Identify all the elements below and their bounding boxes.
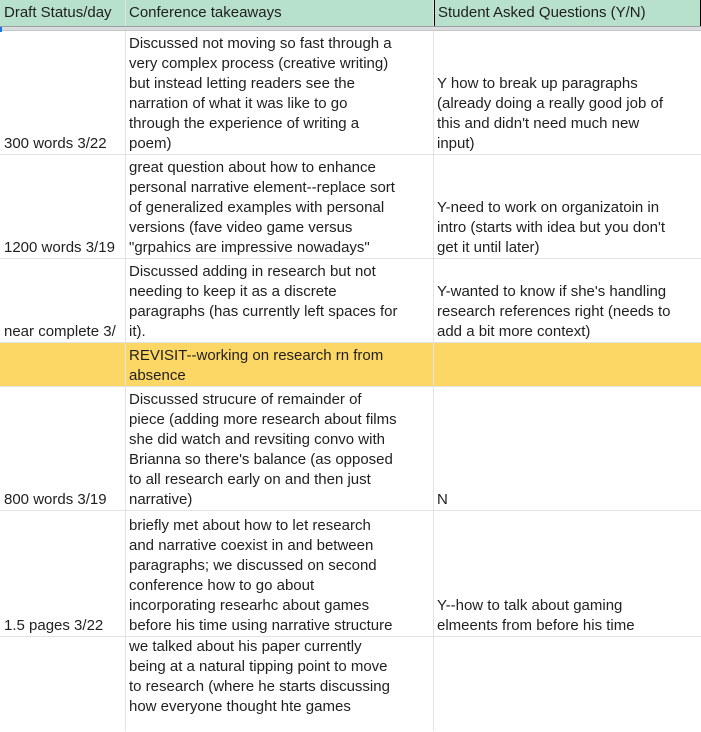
- status-cell[interactable]: 1.5 pages 3/22: [0, 511, 126, 636]
- table-row: [0, 155, 701, 259]
- questions-cell[interactable]: [434, 343, 701, 386]
- questions-cell[interactable]: Y-wanted to know if she's handling research references right (needs to add a bit more context): [437, 283, 671, 340]
- status-cell[interactable]: 300 words 3/22: [0, 31, 126, 154]
- header-row: [0, 0, 701, 27]
- questions-cell[interactable]: Y-need to work on organizatoin in intro (starts with idea but you don't get it until later): [437, 199, 665, 256]
- header-student-questions[interactable]: Student Asked Questions (Y/N): [434, 0, 701, 26]
- questions-cell[interactable]: [434, 637, 701, 731]
- table-row: [0, 31, 701, 155]
- takeaways-cell[interactable]: briefly met about how to let research and narrative coexist in and between paragraphs; we discussed on second conference how to go about incorporating researhc about games before his time using narrative structure: [126, 511, 434, 636]
- selection-marker: [0, 27, 2, 32]
- questions-cell[interactable]: Y--how to talk about gaming elmeents from before his time: [437, 597, 635, 634]
- questions-cell[interactable]: Y how to break up paragraphs (already doing a really good job of this and didn't need much new input): [437, 75, 663, 152]
- takeaways-cell[interactable]: Discussed not moving so fast through a very complex process (creative writing) but instead letting readers see the narration of what it was like to go through the experience of writing a poem): [126, 31, 434, 154]
- questions-cell[interactable]: N: [437, 491, 448, 508]
- takeaways-cell[interactable]: REVISIT--working on research rn from absence: [126, 343, 434, 386]
- table-row: [0, 637, 701, 731]
- status-cell[interactable]: 800 words 3/19: [0, 387, 126, 510]
- status-cell[interactable]: [0, 637, 126, 731]
- takeaways-cell[interactable]: Discussed strucure of remainder of piece (adding more research about films she did watch and revsiting convo with Brianna so there's balance (as opposed to all research early on and then just narrative): [126, 387, 434, 510]
- header-draft-status[interactable]: Draft Status/day: [0, 0, 126, 26]
- takeaways-cell[interactable]: Discussed adding in research but not needing to keep it as a discrete paragraphs (has currently left spaces for it).: [126, 259, 434, 342]
- status-cell[interactable]: 1200 words 3/19: [0, 155, 126, 258]
- status-cell[interactable]: near complete 3/: [0, 259, 126, 342]
- table-row: [0, 387, 701, 511]
- takeaways-cell[interactable]: we talked about his paper currently being at a natural tipping point to move to research (where he starts discussing how everyone thought hte games: [126, 637, 434, 731]
- status-cell[interactable]: [0, 343, 126, 386]
- takeaways-cell[interactable]: great question about how to enhance personal narrative element--replace sort of generalized examples with personal versions (fave video game versus "grpahics are impressive nowadays": [126, 155, 434, 258]
- table-row: [0, 511, 701, 637]
- table-row: [0, 259, 701, 343]
- header-conference-takeaways[interactable]: Conference takeaways: [126, 0, 434, 26]
- table-row-highlighted: [0, 343, 701, 387]
